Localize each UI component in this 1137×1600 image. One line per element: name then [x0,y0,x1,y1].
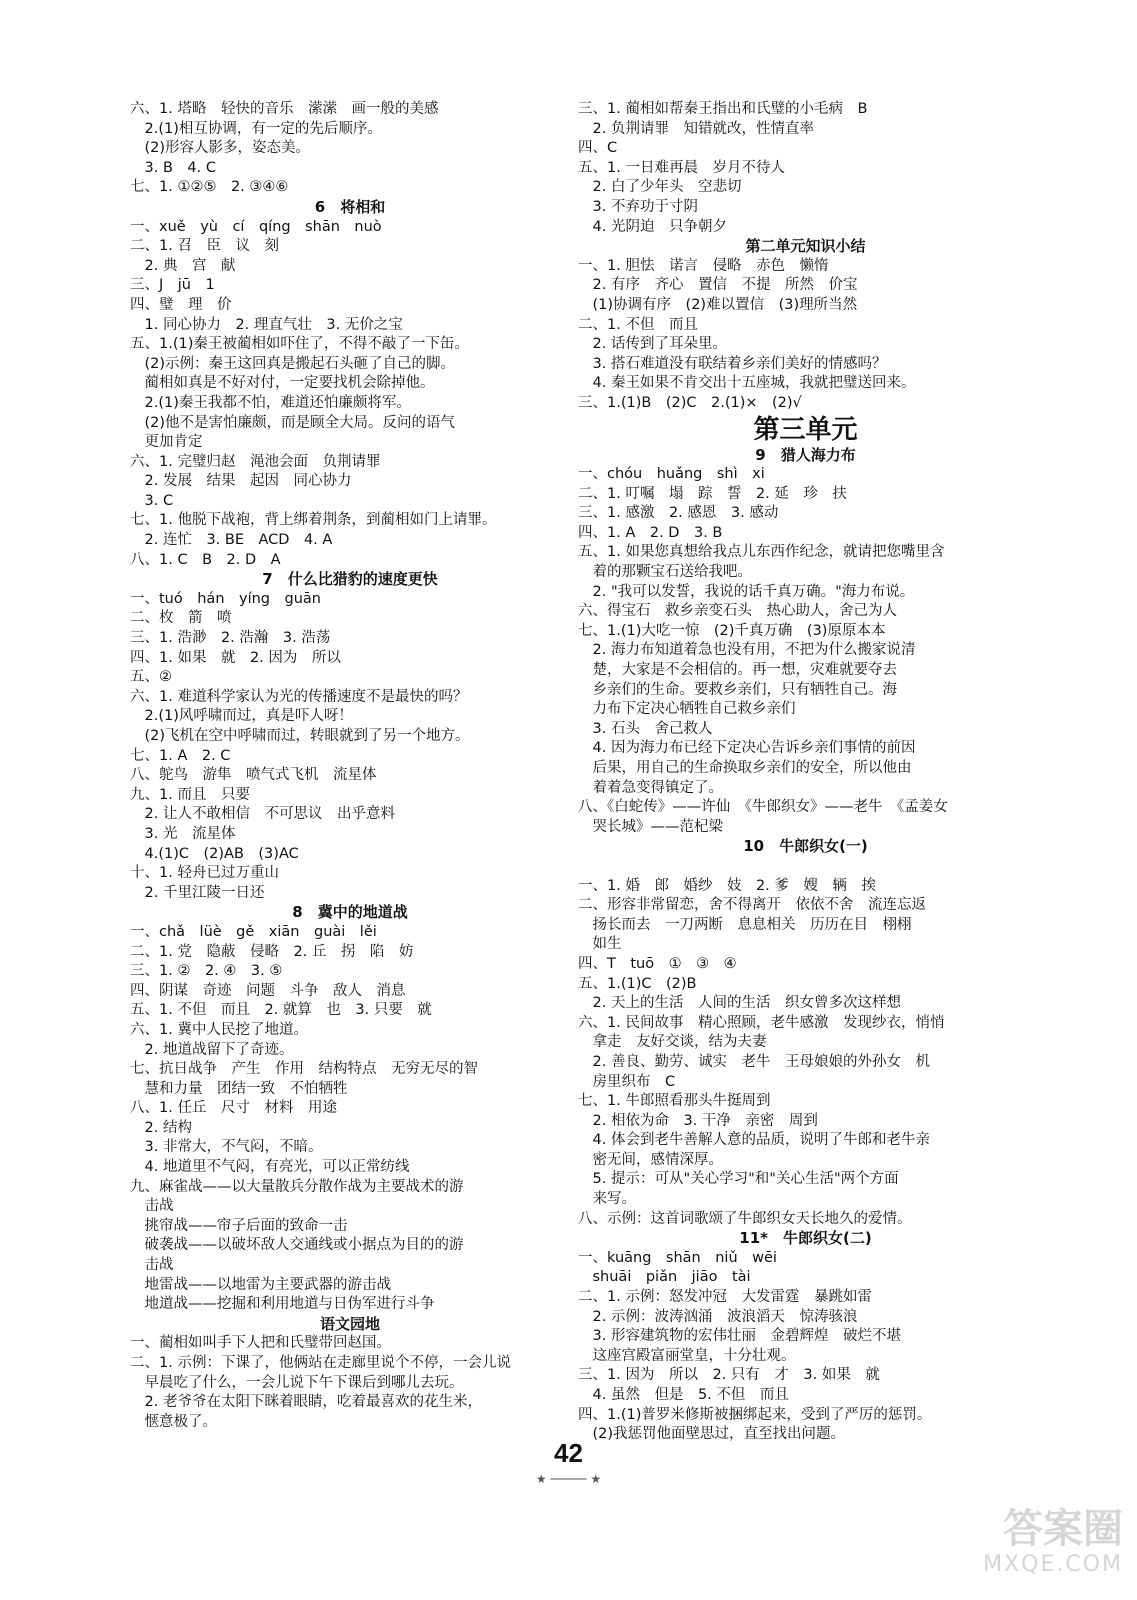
answer-line: 八、1. C B 2. D A [130,551,281,568]
answer-line: 3. 形容建筑物的宏伟壮丽 金碧辉煌 破烂不堪 [578,1328,901,1345]
answer-line: 2. 相依为命 3. 干净 亲密 周到 [578,1112,818,1129]
answer-line: 一、1. 胆怯 诺言 侵略 赤色 懒惰 [578,257,829,274]
answer-line: 2. 结构 [130,1119,192,1136]
left-column [130,100,570,1432]
answer-line: 挑帘战——帘子后面的致命一击 [130,1217,348,1234]
answer-line: 3. 不弃功于寸阴 [578,198,698,215]
answer-line: 扬长而去 一刀两断 息息相关 历历在目 栩栩 [578,916,912,933]
answer-line: 2. 善良、勤劳、诚实 老牛 王母娘娘的外孙女 机 [578,1053,930,1070]
answer-line: 击战 [130,1257,174,1274]
answer-line: 五、1.(1)秦王被蔺相如吓住了，不得不敲了一下缶。 [130,336,469,353]
answer-line: 六、得宝石 救乡亲变石头 热心助人，舍己为人 [578,603,897,620]
page-footer [0,1438,1137,1469]
answer-line: 二、1. 召 臣 议 刻 [130,238,279,255]
answer-line: 七、1. A 2. C [130,747,231,764]
answer-line: 三、1. 因为 所以 2. 只有 才 3. 如果 就 [578,1367,880,1384]
answer-line: 3. 石头 舍己救人 [578,720,713,737]
answer-line: 五、② [130,669,172,686]
section-heading: 第二单元知识小结 [745,237,866,256]
answer-line: (2)示例：秦王这回真是搬起石头砸了自己的脚。 [130,355,456,372]
answer-line: 房里织布 C [578,1073,676,1090]
section-heading: 6 将相和 [314,197,386,216]
answer-line: 2. 让人不敢相信 不可思议 出乎意料 [130,806,395,823]
answer-line: 2. 发展 结果 起因 同心协力 [130,473,352,490]
answer-line: 三、1.(1)B (2)C 2.(1)× (2)√ [578,394,802,411]
page-number: 42 [554,1438,583,1468]
answer-line: 三、1. 浩渺 2. 浩瀚 3. 浩荡 [130,630,331,647]
section-heading: 11* 牛郎织女(二) [739,1229,872,1248]
answer-line: (2)他不是害怕廉颇，而是顾全大局。反问的语气 [130,414,456,431]
answer-line: 2.(1)相互协调，有一定的先后顺序。 [130,120,382,137]
answer-line: 3. B 4. C [130,159,216,176]
section-heading: 10 牛郎织女(一) [743,837,868,856]
answer-line: shuāi piǎn jiāo tài [578,1269,751,1286]
answer-line: 2.(1)风呼啸而过，真是吓人呀！ [130,708,353,725]
answer-line: 一、chǎ lüè gě xiān guài lěi [130,923,377,940]
answer-line: 三、J jū 1 [130,277,215,294]
answer-line: 1. 同心协力 2. 理直气壮 3. 无价之宝 [130,316,403,333]
answer-line: 哭长城》——范杞梁 [578,818,723,835]
answer-line: 五、1. 一日难再晨 岁月不待人 [578,159,785,176]
answer-line: 一、xuě yù cí qíng shān nuò [130,218,382,235]
answer-line: 二、1. 党 隐蔽 侵略 2. 丘 拐 陷 妨 [130,943,414,960]
answer-line: 蔺相如真是不好对付，一定要找机会除掉他。 [130,375,435,392]
answer-line: 惬意极了。 [130,1413,217,1430]
answer-line: 乡亲们的生命。要救乡亲们，只有牺牲自己。海 [578,681,897,698]
answer-line: 2. 千里江陵一日还 [130,884,265,901]
section-heading: 9 猎人海力布 [755,445,856,464]
right-column [578,100,1033,1445]
answer-line: 八、鸵鸟 游隼 喷气式飞机 流星体 [130,767,377,784]
answer-line: 九、麻雀战——以大量散兵分散作战为主要战术的游 [130,1178,464,1195]
answer-line: 二、形容非常留恋，舍不得离开 依依不舍 流连忘返 [578,897,926,914]
answer-line: 击战 [130,1198,174,1215]
answer-line: 四、T tuō ① ③ ④ [578,955,737,972]
answer-line: 2. 连忙 3. BE ACD 4. A [130,532,333,549]
unit-title: 第三单元 [753,414,858,445]
answer-line: 3. 搭石难道没有联结着乡亲们美好的情感吗？ [578,355,887,372]
section-heading: 8 冀中的地道战 [292,903,408,922]
answer-line: 3. 光 流星体 [130,825,236,842]
answer-line: (1)协调有序 (2)难以置信 (3)理所当然 [578,296,858,313]
answer-line: 六、1. 民间故事 精心照顾，老牛感激 发现纱衣，悄悄 [578,1014,945,1031]
answer-line: 八、1. 任丘 尺寸 材料 用途 [130,1100,337,1117]
answer-line: 2. 天上的生活 人间的生活 织女曾多次这样想 [578,995,901,1012]
answer-line: 四、1. 如果 就 2. 因为 所以 [130,649,341,666]
answer-line: 六、1. 塔略 轻快的音乐 潆潆 画一般的美感 [130,101,439,117]
answer-line: 一、蔺相如叫手下人把和氏璧带回赵国。 [130,1335,391,1352]
answer-line: 十、1. 轻舟已过万重山 [130,865,279,882]
answer-line: 2. 示例：波涛汹涌 波浪滔天 惊涛骇浪 [578,1308,858,1325]
answer-line: 二、枚 箭 喷 [130,610,232,627]
answer-line: 一、chóu huǎng shì xi [578,466,765,483]
answer-line: 四、1. A 2. D 3. B [578,524,723,541]
answer-line: 七、1. ①②⑤ 2. ③④⑥ [130,179,289,196]
answer-line: 二、1. 示例：下课了，他俩站在走廊里说个不停，一会儿说 [130,1355,511,1371]
answer-line: 三、1. 蔺相如帮秦王指出和氏璧的小毛病 B [578,101,868,117]
answer-line: 六、1. 完璧归赵 渑池会面 负荆请罪 [130,453,381,470]
answer-line: 着着急变得镇定了。 [578,779,723,796]
answer-line: (2)我惩罚他面壁思过，直至找出问题。 [578,1426,846,1443]
answer-line: 5. 提示：可从"关心学习"和"关心生活"两个方面 [578,1171,899,1188]
answer-line: 2.(1)秦王我都不怕，难道还怕廉颇将军。 [130,394,411,411]
answer-line: 二、1. 不但 而且 [578,316,698,333]
watermark-logo [943,1506,1123,1586]
answer-line: 四、璧 理 价 [130,296,232,313]
answer-line: 更加肯定 [130,434,203,451]
answer-line: 4. 秦王如果不肯交出十五座城，我就把璧送回来。 [578,375,916,392]
answer-line: 七、抗日战争 产生 作用 结构特点 无穷无尽的智 [130,1061,478,1078]
answer-line: 八、示例：这首词歌颂了牛郎织女天长地久的爱情。 [578,1210,912,1227]
answer-line: 2. 老爷爷在太阳下眯着眼睛，吃着最喜欢的花生米， [130,1394,482,1411]
answer-line: 力布下定决心牺牲自己救乡亲们 [578,701,796,718]
answer-line: 4. 光阴迫 只争朝夕 [578,218,727,235]
answer-line: 四、阴谋 奇迹 问题 斗争 敌人 消息 [130,982,406,999]
answer-line: 一、tuó hán yíng guān [130,590,321,607]
answer-line: 2. 白了少年头 空悲切 [578,179,742,196]
watermark-top-text: 答案圈 [1003,1506,1123,1552]
section-heading: 语文园地 [319,1314,380,1333]
answer-line: 2. 典 宫 献 [130,257,236,274]
answer-line: 四、1.(1)普罗米修斯被捆绑起来，受到了严厉的惩罚。 [578,1406,932,1423]
answer-line: 五、1. 不但 而且 2. 就算 也 3. 只要 就 [130,1002,432,1019]
answer-line: 二、1. 示例：怒发冲冠 大发雷霆 暴跳如雷 [578,1289,872,1306]
answer-line: 早晨吃了什么，一会儿说下午下课后到哪儿去玩。 [130,1374,464,1391]
answer-line: 2. 有序 齐心 置信 不提 所然 价宝 [578,277,858,294]
answer-line: 六、1. 冀中人民挖了地道。 [130,1021,308,1038]
answer-line: 着的那颗宝石送给我吧。 [578,564,752,581]
answer-line: 四、C [578,140,618,157]
answer-line: 2. 海力布知道着急也没有用，不把为什么搬家说清 [578,642,916,659]
answer-line: 六、1. 难道科学家认为光的传播速度不是最快的吗？ [130,688,468,705]
answer-line: 八、《白蛇传》——许仙 《牛郎织女》——老牛 《孟姜女 [578,799,948,816]
answer-line: 一、1. 婚 郎 婚纱 妓 2. 爹 嫂 辆 挨 [578,877,876,894]
answer-line: 五、1.(1)C (2)B [578,975,697,992]
answer-line: 4. 虽然 但是 5. 不但 而且 [578,1387,789,1403]
answer-line [578,857,1033,877]
answer-line: 二、1. 叮嘱 塌 踪 誓 2. 延 珍 扶 [578,485,847,502]
section-heading: 7 什么比猎豹的速度更快 [262,570,438,589]
answer-line: 4.(1)C (2)AB (3)AC [130,845,299,862]
answer-line: 三、1. 感激 2. 感恩 3. 感动 [578,505,779,522]
answer-line: 这座宫殿富丽堂皇，十分壮观。 [578,1347,796,1364]
answer-line: 慧和力量 团结一致 不怕牺牲 [130,1080,348,1097]
answer-line: 七、1.(1)大吃一惊 (2)千真万确 (3)原原本本 [578,622,886,639]
answer-line: (2)形容人影多，姿态美。 [130,140,311,157]
answer-line: 2. 话传到了耳朵里。 [578,336,727,353]
watermark-bottom-text: MXQE.COM [983,1552,1123,1577]
answer-line: 2. 负荆请罪 知错就改，性情直率 [578,120,814,137]
answer-line: 如生 [578,936,622,953]
answer-line: 3. C [130,492,174,509]
answer-line: 九、1. 而且 只要 [130,786,250,803]
answer-line: 4. 体会到老牛善解人意的品质，说明了牛郎和老牛亲 [578,1132,930,1149]
answer-line: 一、kuāng shān niǔ wēi [578,1249,777,1266]
answer-line: 2. 地道战留下了奇迹。 [130,1041,294,1058]
answer-line: 楚，大家是不会相信的。再一想，灾难就要夺去 [578,662,897,679]
footer-ornament: ★ ───── ★ [535,1472,602,1486]
answer-line: 2. "我可以发誓，我说的话千真万确。"海力布说。 [578,583,915,600]
answer-line: 七、1. 牛郎照看那头牛挺周到 [578,1093,771,1110]
answer-line: 4. 因为海力布已经下定决心告诉乡亲们事情的前因 [578,740,916,757]
answer-line: 地雷战——以地雷为主要武器的游击战 [130,1276,391,1293]
answer-line: 拿走 友好交谈，结为夫妻 [578,1034,767,1051]
answer-line: 三、1. ② 2. ④ 3. ⑤ [130,963,283,980]
answer-line: 来写。 [578,1191,636,1208]
answer-line: (2)飞机在空中呼啸而过，转眼就到了另一个地方。 [130,728,470,744]
answer-line: 破袭战——以破坏敌人交通线或小据点为目的的游 [130,1237,464,1254]
answer-line: 五、1. 如果您真想给我点儿东西作纪念，就请把您嘴里含 [578,544,945,561]
answer-line: 4. 地道里不气闷，有亮光，可以正常纺线 [130,1159,410,1176]
answer-line: 七、1. 他脱下战袍，背上绑着荆条，到蔺相如门上请罪。 [130,512,497,529]
answer-line: 后果，用自己的生命换取乡亲们的安全，所以他由 [578,760,912,776]
answer-line: 密无间，感情深厚。 [578,1151,723,1168]
answer-line: 3. 非常大，不气闷，不暗。 [130,1139,323,1156]
answer-line: 地道战——挖掘和利用地道与日伪军进行斗争 [130,1296,435,1313]
